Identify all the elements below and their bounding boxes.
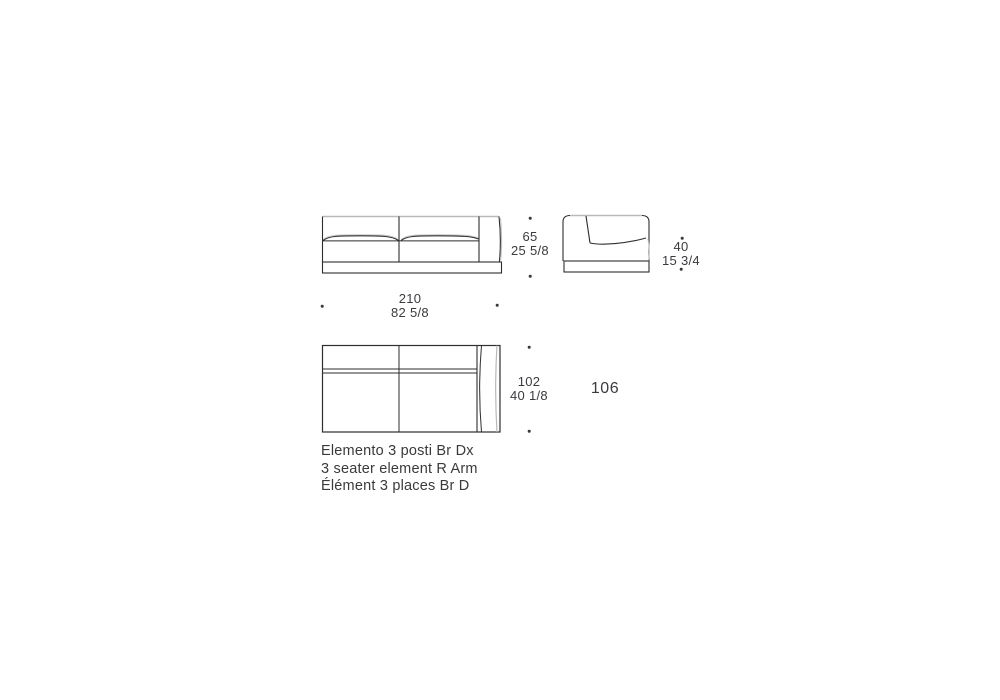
seat-height-dimension — [662, 240, 700, 268]
dim-marker-dot — [528, 430, 531, 433]
height-dim-in: 25 5/8 — [511, 243, 549, 258]
dim-marker-dot — [680, 268, 683, 271]
width-dimension — [391, 292, 429, 320]
product-name-english: 3 seater element R Arm — [321, 460, 478, 477]
dim-marker-dot — [528, 346, 531, 349]
product-labels — [321, 443, 478, 496]
dim-marker-dot — [529, 217, 532, 220]
dim-marker-dot — [529, 275, 532, 278]
height-dimension — [511, 230, 549, 258]
product-name-italian: Elemento 3 posti Br Dx — [321, 443, 474, 459]
front-view-drawing — [315, 205, 510, 280]
width-dim-in: 82 5/8 — [391, 305, 429, 320]
seat-height-dim-in: 15 3/4 — [662, 253, 700, 268]
secondary-depth-dimension — [591, 380, 619, 397]
plan-view-drawing — [315, 340, 510, 437]
dim-marker-dot — [496, 304, 499, 307]
depth-dim-in: 40 1/8 — [510, 388, 548, 403]
height-dim-cm: 65 — [522, 229, 538, 244]
seat-height-dim-cm: 40 — [673, 239, 689, 254]
secondary-depth-dim-cm: 106 — [590, 380, 620, 397]
depth-dim-cm: 102 — [517, 374, 541, 389]
width-dim-cm: 210 — [398, 291, 422, 306]
depth-dimension — [510, 375, 548, 403]
side-view-drawing — [558, 205, 658, 280]
product-name-french: Élément 3 places Br D — [321, 478, 470, 494]
dim-marker-dot — [321, 305, 324, 308]
